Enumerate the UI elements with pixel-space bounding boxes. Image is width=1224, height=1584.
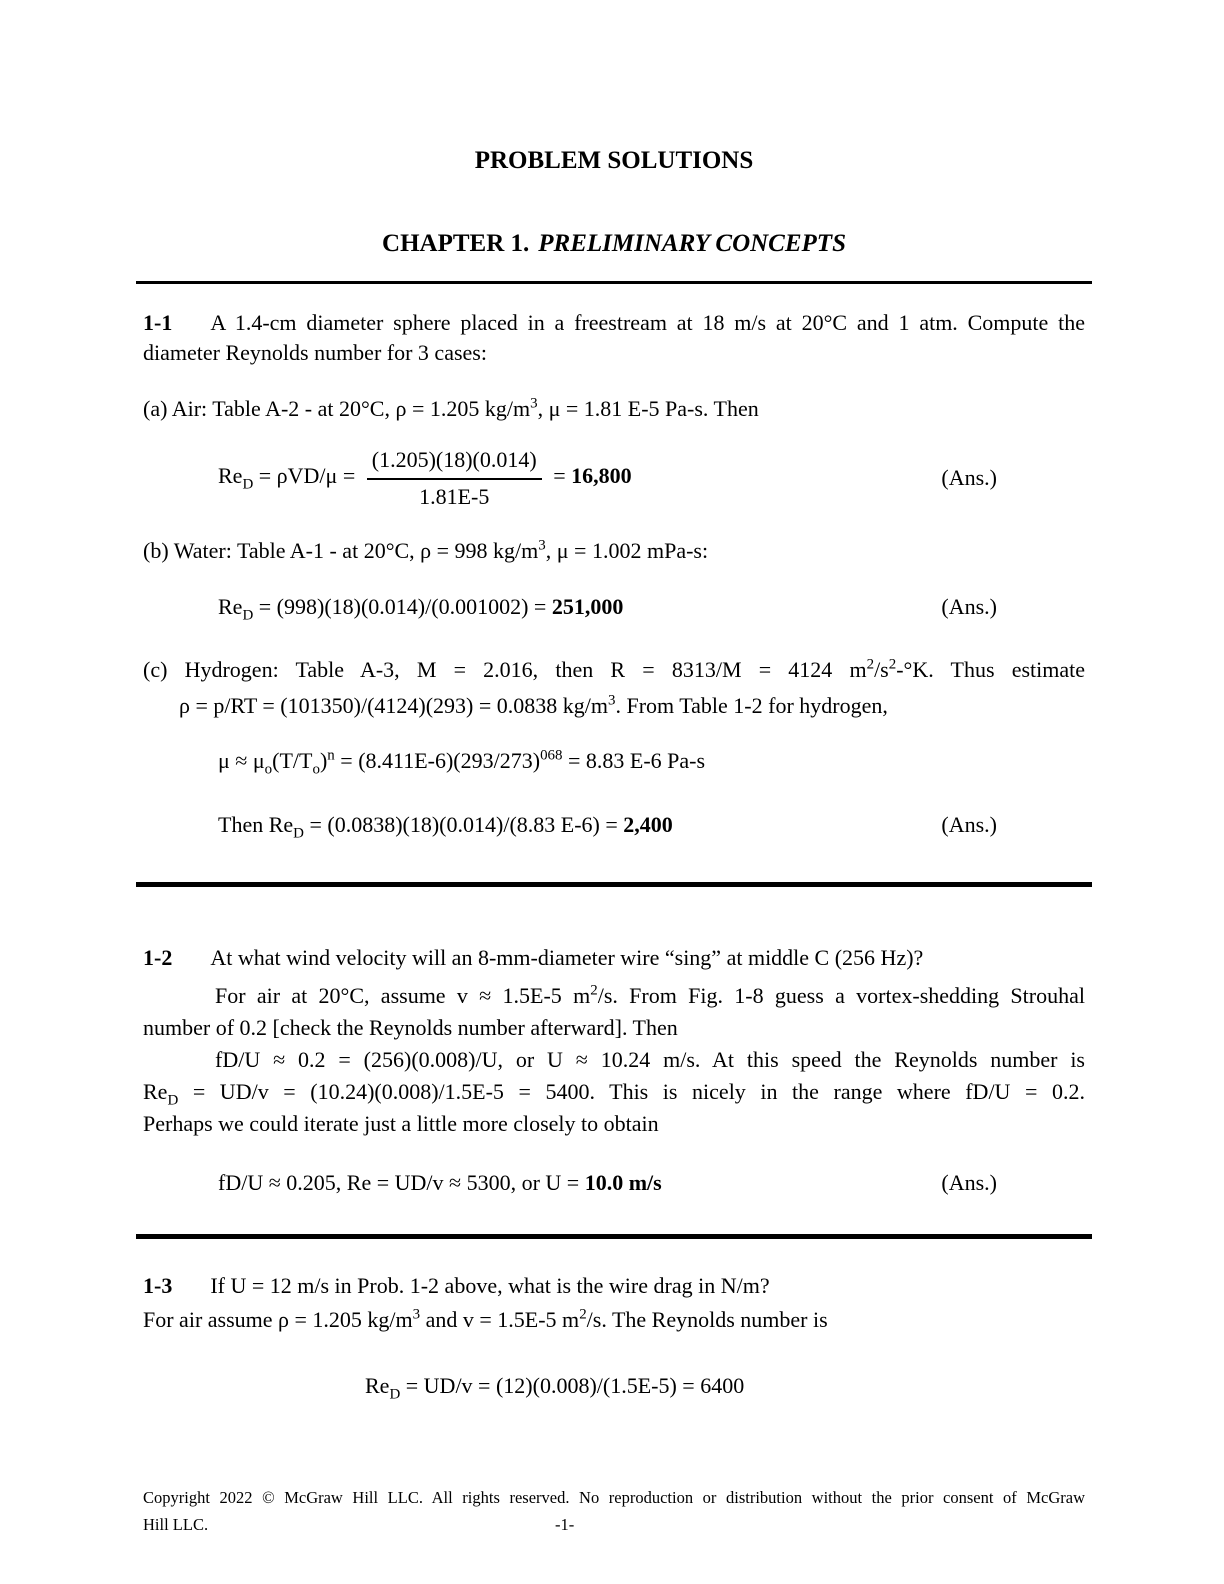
eq-b-expression [218,594,624,624]
p12-line4 [143,1076,1085,1108]
text: fD/U ≈ 0.205, Re = UD/v ≈ 5300, or U = [218,1170,585,1195]
problem-number: 1-3 [143,1273,173,1298]
document-title: PROBLEM SOLUTIONS [474,147,754,174]
text: Re [218,463,243,489]
p13-equation [143,1371,1085,1401]
text: For air assume ρ = 1.205 kg/m [143,1307,413,1332]
page-footer [143,1483,1085,1536]
text: ρ = p/RT = (101350)/(4124)(293) = 0.0838 kg/m [179,693,608,718]
fraction [367,444,542,512]
p12-statement-text: At what wind velocity will an 8-mm-diameter wire “sing” at middle C (256 Hz)? [210,945,924,970]
text: , μ = 1.002 mPa-s: [545,538,709,563]
superscript: 2 [590,982,598,999]
p11-eq-b [143,592,1085,622]
superscript: 3 [530,395,538,412]
text: ) [319,748,328,773]
subscript: o [264,761,273,778]
problem-1-1 [143,308,1085,840]
p11-part-c [143,652,1085,724]
section-divider [136,281,1092,284]
text: (b) Water: Table A-1 - at 20°C, ρ = 998 kg/m [143,538,539,563]
p13-statement [143,1271,1085,1301]
p11-eq-c [143,810,1085,840]
chapter-label: CHAPTER 1. [382,230,530,257]
eq-c-expression [218,812,673,842]
text: Re [218,594,243,619]
p11-statement-line1 [143,308,1085,338]
problem-number: 1-2 [143,945,173,970]
eq-b-result: 251,000 [551,594,624,619]
subscript: o [312,761,320,778]
text: -°K. Thus estimate [896,657,1086,682]
eq-a-expression [218,447,632,509]
p12-line1 [143,980,1085,1012]
text: and v = 1.5E-5 m [420,1307,580,1332]
page-number: -1- [555,1515,575,1534]
p11-statement-text: A 1.4-cm diameter sphere placed in a freestream at 18 m/s at 20°C and 1 atm. Compute the [210,310,1085,335]
p12-line3: fD/U ≈ 0.2 = (256)(0.008)/U, or U ≈ 10.24 m/s. At this speed the Reynolds number is [215,1047,1085,1072]
superscript: 3 [412,1306,421,1323]
superscript: 2 [888,656,897,673]
chapter-title: PRELIMINARY CONCEPTS [538,230,846,257]
text: Then Re [218,812,294,837]
p12-answer-line [143,1168,1085,1198]
text: (T/T [272,748,313,773]
p12-answer-expression [218,1170,662,1195]
copyright-line1: Copyright 2022 © McGraw Hill LLC. All rights reserved. No reproduction or distribution without the prior consent of McGraw [143,1488,1085,1507]
text: (c) Hydrogen: Table A-3, M = 2.016, then R = 8313/M = 4124 m [143,657,867,682]
problem-1-3 [143,1271,1085,1401]
superscript: n [327,747,335,764]
section-divider [136,882,1092,887]
p13-statement-text: If U = 12 m/s in Prob. 1-2 above, what is the wire drag in N/m? [210,1273,770,1298]
answer-label: (Ans.) [941,465,997,490]
p12-line2: number of 0.2 [check the Reynolds number afterward]. Then [143,1015,678,1040]
text: = 8.83 E-6 Pa-s [562,748,706,773]
fraction-denominator: 1.81E-5 [419,484,490,509]
p11-part-c-line2 [143,688,1085,724]
p11-statement-line2: diameter Reynolds number for 3 cases: [143,340,487,365]
p12-answer-result: 10.0 m/s [584,1170,662,1195]
p12-line5: Perhaps we could iterate just a little more closely to obtain [143,1111,659,1136]
p11-eq-mu [143,746,1085,776]
superscript: 3 [608,692,616,709]
p11-part-a-intro [143,394,1085,424]
text: . From Table 1-2 for hydrogen, [615,693,888,718]
text: , μ = 1.81 E-5 Pa-s. Then [537,396,759,421]
page-content [143,0,1085,1401]
text: = (998)(18)(0.014)/(0.001002) = [253,594,552,619]
text: (a) Air: Table A-2 - at 20°C, ρ = 1.205 kg/m [143,396,531,421]
eq-a-result: 16,800 [571,463,632,489]
text: = (0.0838)(18)(0.014)/(8.83 E-6) = [303,812,624,837]
p11-eq-a [143,444,1085,512]
text: Re [143,1079,168,1104]
superscript: 068 [540,747,563,764]
text: Re [365,1373,390,1398]
answer-label: (Ans.) [941,594,997,619]
text: = UD/v = (12)(0.008)/(1.5E-5) = 6400 [400,1373,745,1398]
eq-c-result: 2,400 [623,812,673,837]
superscript: 2 [579,1306,587,1323]
chapter-heading [143,230,1085,257]
text: = (8.411E-6)(293/273) [334,748,541,773]
subscript: D [389,1386,401,1403]
fraction-numerator: (1.205)(18)(0.014) [367,444,542,480]
p11-part-b-intro [143,536,1085,566]
subscript: D [293,825,304,842]
text: μ ≈ μ [218,748,265,773]
problem-number: 1-1 [143,310,173,335]
problem-1-2 [143,942,1085,1198]
text: = [547,463,572,489]
p12-statement [143,942,1085,974]
superscript: 3 [538,537,546,554]
superscript: 2 [866,656,875,673]
subscript: D [167,1092,179,1109]
footer-second-line [143,1513,1085,1536]
subscript: D [242,476,254,493]
answer-label: (Ans.) [941,812,997,837]
p11-part-c-line1 [143,652,1085,688]
text: /s. From Fig. 1-8 guess a vortex-shedding Strouhal [597,983,1085,1008]
copyright-line2: Hill LLC. [143,1515,209,1534]
subscript: D [242,607,254,624]
text: For air at 20°C, assume v ≈ 1.5E-5 m [215,983,591,1008]
p13-line1 [143,1305,1085,1335]
text: /s [874,657,889,682]
section-divider [136,1234,1092,1239]
text: /s. The Reynolds number is [586,1307,828,1332]
text: = ρVD/μ = [253,463,361,489]
text: = UD/v = (10.24)(0.008)/1.5E-5 = 5400. This is nicely in the range where fD/U = 0.2. [178,1079,1085,1104]
answer-label: (Ans.) [941,1170,997,1195]
